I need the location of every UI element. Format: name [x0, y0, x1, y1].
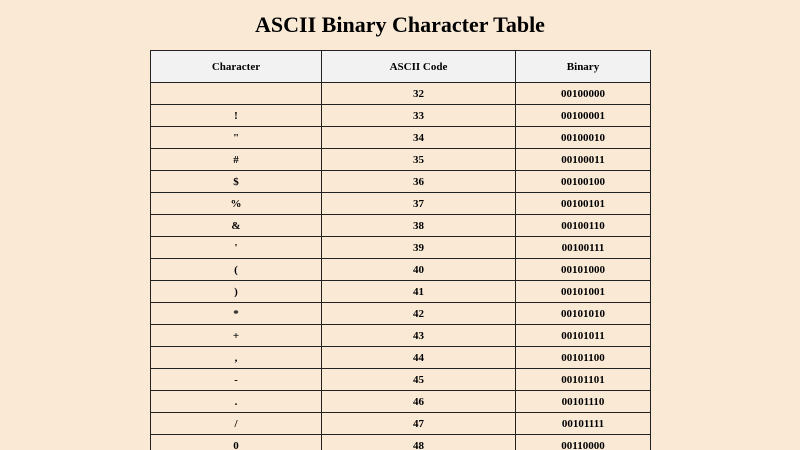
character-cell: ) — [151, 281, 322, 303]
binary-cell: 00101101 — [516, 369, 651, 391]
character-cell: # — [151, 149, 322, 171]
table-row — [151, 105, 651, 127]
character-cell: " — [151, 127, 322, 149]
table-row — [151, 83, 651, 105]
table-row — [151, 303, 651, 325]
binary-cell: 00100010 — [516, 127, 651, 149]
character-cell: ! — [151, 105, 322, 127]
binary-cell: 00100111 — [516, 237, 651, 259]
ascii-code-cell: 41 — [322, 281, 516, 303]
binary-cell: 00100101 — [516, 193, 651, 215]
ascii-code-cell: 48 — [322, 435, 516, 450]
ascii-code-cell: 46 — [322, 391, 516, 413]
table-row — [151, 259, 651, 281]
ascii-code-cell: 43 — [322, 325, 516, 347]
character-cell: $ — [151, 171, 322, 193]
ascii-code-cell: 32 — [322, 83, 516, 105]
page-title: ASCII Binary Character Table — [255, 12, 545, 37]
ascii-code-cell: 40 — [322, 259, 516, 281]
binary-cell: 00101111 — [516, 413, 651, 435]
binary-cell: 00101010 — [516, 303, 651, 325]
ascii-code-cell: 34 — [322, 127, 516, 149]
table-header — [151, 51, 651, 83]
character-cell: & — [151, 215, 322, 237]
binary-cell: 00101110 — [516, 391, 651, 413]
character-cell: % — [151, 193, 322, 215]
character-cell — [151, 83, 322, 105]
character-cell: 0 — [151, 435, 322, 450]
binary-cell: 00100011 — [516, 149, 651, 171]
binary-cell: 00101100 — [516, 347, 651, 369]
ascii-code-cell: 33 — [322, 105, 516, 127]
table-row — [151, 391, 651, 413]
table-row — [151, 281, 651, 303]
character-cell: / — [151, 413, 322, 435]
binary-cell: 00101011 — [516, 325, 651, 347]
header-character: Character — [151, 51, 322, 83]
character-cell: + — [151, 325, 322, 347]
ascii-code-cell: 42 — [322, 303, 516, 325]
binary-cell: 00101000 — [516, 259, 651, 281]
binary-cell: 00101001 — [516, 281, 651, 303]
binary-cell: 00110000 — [516, 435, 651, 450]
ascii-code-cell: 35 — [322, 149, 516, 171]
table-row — [151, 369, 651, 391]
table-row — [151, 325, 651, 347]
ascii-code-cell: 39 — [322, 237, 516, 259]
table-row — [151, 149, 651, 171]
table-row — [151, 347, 651, 369]
table-row — [151, 435, 651, 450]
table-row — [151, 413, 651, 435]
ascii-code-cell: 45 — [322, 369, 516, 391]
ascii-code-cell: 37 — [322, 193, 516, 215]
character-cell: - — [151, 369, 322, 391]
ascii-table — [150, 50, 651, 450]
binary-cell: 00100100 — [516, 171, 651, 193]
character-cell: * — [151, 303, 322, 325]
ascii-code-cell: 38 — [322, 215, 516, 237]
table-row — [151, 171, 651, 193]
table-body — [151, 83, 651, 450]
header-binary: Binary — [516, 51, 651, 83]
character-cell: ( — [151, 259, 322, 281]
ascii-code-cell: 36 — [322, 171, 516, 193]
table-row — [151, 215, 651, 237]
binary-cell: 00100000 — [516, 83, 651, 105]
character-cell: , — [151, 347, 322, 369]
table-row — [151, 237, 651, 259]
table-row — [151, 193, 651, 215]
ascii-code-cell: 44 — [322, 347, 516, 369]
header-row — [151, 51, 651, 83]
binary-cell: 00100110 — [516, 215, 651, 237]
header-ascii-code: ASCII Code — [322, 51, 516, 83]
table-row — [151, 127, 651, 149]
binary-cell: 00100001 — [516, 105, 651, 127]
ascii-code-cell: 47 — [322, 413, 516, 435]
character-cell: . — [151, 391, 322, 413]
character-cell: ' — [151, 237, 322, 259]
